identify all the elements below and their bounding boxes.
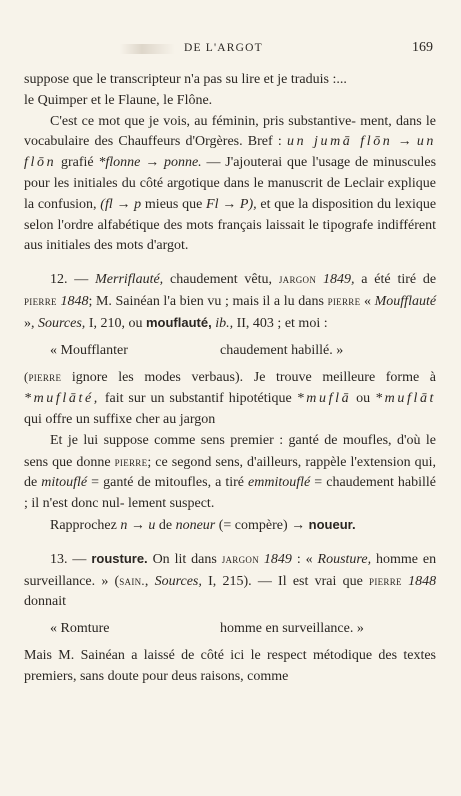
cited-form: mitouflé: [41, 475, 88, 491]
quotation-1: [24, 341, 436, 362]
text-line: du côté argotique dans le manuscrit de Leclair explique la: [24, 175, 437, 212]
text-run: mieus que: [144, 196, 203, 212]
source-year: 1849: [263, 551, 292, 567]
source-name: pierre: [327, 293, 361, 308]
text-run: dans: [298, 293, 324, 309]
entry-number: 13. —: [50, 551, 87, 567]
text-run: d'où le sens que donne: [24, 432, 436, 470]
text-run: = ganté de mitoufles,: [91, 475, 212, 491]
italic-run: Fl → P),: [206, 196, 257, 212]
bold-form: mouflauté,: [145, 314, 212, 330]
cited-form: Rousture,: [317, 551, 372, 567]
body-text: [24, 70, 436, 688]
arrow-symbol: →: [397, 134, 412, 150]
text-run: I, 210, ou: [88, 315, 143, 331]
source-name: (pierre: [24, 370, 62, 385]
text-run: »,: [24, 315, 35, 331]
text-run: ,: [144, 573, 149, 589]
argot-form: *muflā: [296, 391, 352, 407]
cited-form: emmitouflé: [248, 475, 311, 491]
text-run: donnait: [24, 594, 66, 610]
entry-number: 12. —: [50, 272, 89, 288]
argot-form: un jumā flōn: [287, 134, 393, 150]
entry-13: [24, 549, 436, 613]
source-year: 1849,: [322, 272, 355, 288]
text-run: tiré de: [397, 272, 437, 288]
text-run: de: [158, 517, 173, 533]
running-header: [24, 40, 437, 60]
text-line: — J'ajouterai que l'usage de minuscules pour les initiales: [24, 155, 437, 191]
text-line: le tipografe indifférent aus initiales des mots d'argot.: [24, 217, 437, 254]
text-run: vrai que: [314, 573, 363, 589]
quotation-2: [24, 619, 436, 640]
text-line: le Quimper et le Flaune, le Flône.: [24, 92, 213, 108]
source-name: pierre: [369, 573, 402, 588]
text-line: du lexique selon l'ordre alfabétique des mots français laissait: [24, 196, 437, 233]
headword: Merriflauté,: [95, 272, 164, 288]
headword: rousture.: [91, 550, 148, 566]
text-run: ; M. Sainéan l'a bien vu ; mais il a lu: [88, 293, 295, 309]
text-run: ; ce segond sens, d'ailleurs,: [147, 454, 302, 470]
running-title: DE L'ARGOT: [184, 42, 263, 54]
source-name: jargon: [221, 551, 260, 566]
text-run: a été: [361, 272, 391, 288]
text-run: = chaudement habillé ; il n'est donc nul-: [24, 475, 436, 512]
definition: chaudement vêtu,: [169, 272, 273, 288]
text-run: rappèle l'extension qui, de: [24, 454, 436, 491]
italic-run: n → u: [120, 517, 156, 533]
text-run: (= compère) →: [218, 517, 306, 533]
text-line: ment, dans le vocabulaire des Chauffeurs d'Orgères. Bref :: [24, 113, 436, 150]
quoted-definition: homme en surveillance. »: [220, 621, 364, 637]
paragraph-1: [24, 70, 436, 112]
paragraph-2: [24, 112, 436, 258]
text-run: homme en surveillance. » (: [24, 551, 437, 589]
text-run: qui offre un suffixe cher au jargon: [24, 411, 216, 427]
italic-run: (fl → p: [100, 196, 142, 212]
source-year: 1848: [408, 573, 437, 589]
source-name: sain.: [119, 573, 145, 588]
text-run: a tiré: [215, 475, 245, 491]
text-line: suppose que le transcripteur n'a pas su lire et je traduis :...: [24, 72, 347, 87]
page-number: 169: [412, 40, 433, 55]
text-run: ou: [356, 391, 371, 407]
quoted-term: « Romture: [50, 621, 110, 637]
paragraph-6: [24, 515, 436, 537]
cited-form: Moufflauté: [374, 293, 437, 309]
source-title: Sources,: [154, 573, 202, 589]
text-run: confusion,: [37, 196, 97, 212]
argot-form: *muflāt: [375, 391, 437, 407]
entry-12: [24, 269, 436, 334]
text-line: C'est ce mot que je vois, au féminin, pris substantive-: [50, 113, 356, 129]
source-title: Sources,: [38, 315, 86, 331]
text-run: Mais M. Sainéan a laissé de côté ici le respect métodique: [24, 647, 373, 663]
argot-form: un flōn: [24, 134, 437, 171]
arrow-symbol: →: [145, 155, 160, 171]
text-run: des textes premiers, sans doute pour deus raisons, comme: [24, 647, 437, 684]
quoted-definition: chaudement habillé. »: [220, 342, 344, 358]
quoted-term: « Moufflanter: [50, 342, 128, 358]
source-name: pierre: [114, 454, 148, 469]
source-year: 1848: [60, 293, 89, 309]
text-run: ignore les modes verbaus). Je trouve meilleure: [71, 370, 376, 386]
argot-form: ponne.: [163, 155, 202, 171]
bold-form: noueur.: [308, 516, 356, 532]
text-run: I, 215). — Il est: [208, 573, 309, 589]
argot-form: *flonne: [98, 155, 141, 171]
paragraph-8: [24, 646, 436, 688]
paragraph-5: [24, 431, 436, 515]
text-run: et que la disposition: [260, 196, 374, 212]
text-run: «: [364, 293, 371, 309]
text-run: Rapprochez: [50, 517, 117, 533]
cited-form: noneur: [175, 517, 216, 533]
text-run: On lit dans: [152, 551, 217, 567]
text-run: lement suspect.: [128, 496, 215, 512]
text-run: Et je lui suppose comme sens premier : ganté de moufles,: [50, 432, 392, 448]
source-name: pierre: [24, 293, 57, 308]
text-run: forme à: [385, 370, 436, 386]
source-name: jargon: [278, 272, 317, 287]
text-run: fait sur un substantif hipotétique: [104, 391, 292, 407]
text-run: : «: [296, 551, 313, 567]
text-run: II, 403 ; et moi :: [236, 315, 328, 331]
paragraph-4: [24, 367, 436, 430]
text-run: grafié: [60, 155, 94, 171]
ibid-ref: ib.,: [215, 315, 234, 331]
argot-form: *muflāté,: [24, 391, 100, 407]
